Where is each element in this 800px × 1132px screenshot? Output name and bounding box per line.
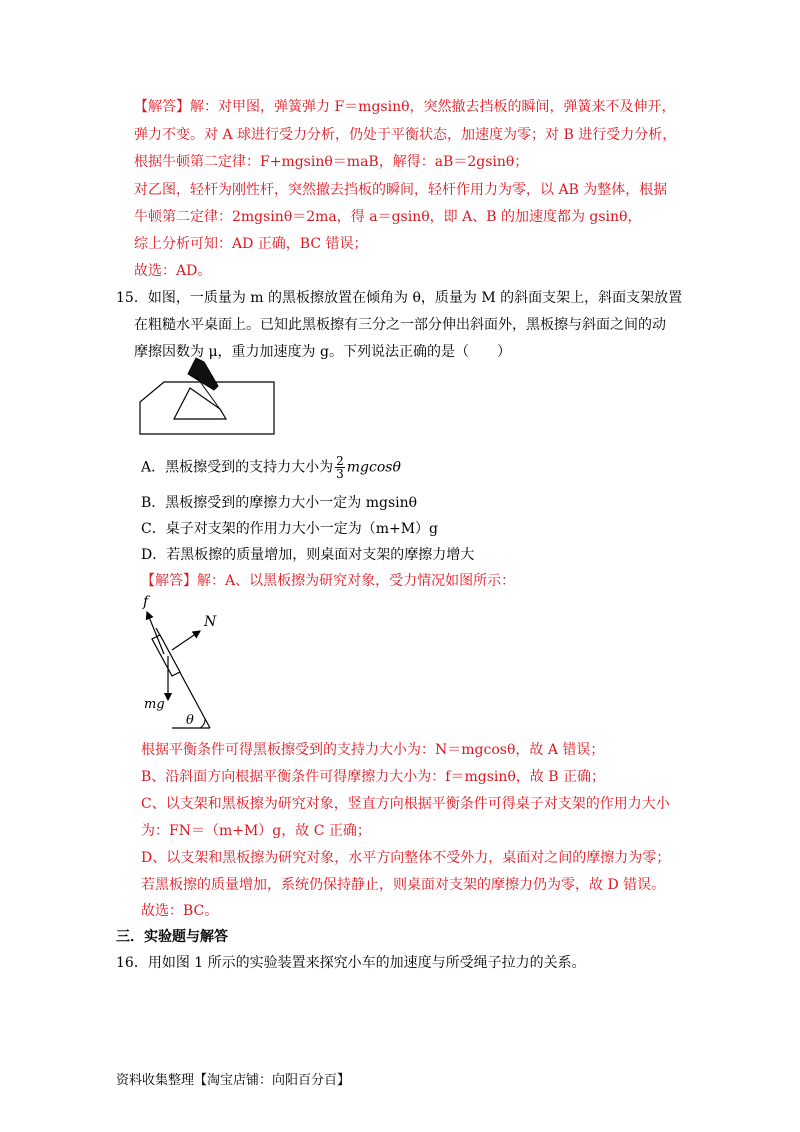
answer14-line2: 弹力不变。对 A 球进行受力分析，仍处于平衡状态，加速度为零；对 B 进行受力分析，: [134, 127, 677, 143]
option-b: B．黑板擦受到的摩擦力大小一定为 mgsinθ: [141, 495, 418, 511]
answer14-line1: 【解答】解：对甲图，弹簧弹力 F＝mgsinθ，突然撤去挡板的瞬间，弹簧来不及伸开，: [134, 99, 676, 115]
force-diagram: [138, 588, 238, 734]
option-a: [141, 455, 401, 480]
label-n: N: [204, 614, 217, 630]
answer15-line7: 若黑板擦的质量增加，系统仍保持静止，则桌面对支架的摩擦力仍为零，故 D 错误。: [141, 877, 666, 893]
answer14-line7: 故选：AD。: [134, 263, 212, 279]
question15-line1: 15．如图，一质量为 m 的黑板擦放置在倾角为 θ，质量为 M 的斜面支架上，斜面支架放置: [116, 290, 683, 306]
answer14-line3: 根据牛顿第二定律：F+mgsinθ＝maB，解得：aB＝2gsinθ；: [134, 154, 529, 170]
option-d: D．若黑板擦的质量增加，则桌面对支架的摩擦力增大: [141, 547, 475, 563]
answer15-line2: 根据平衡条件可得黑板擦受到的支持力大小为：N＝mgcosθ，故 A 错误；: [141, 742, 605, 758]
question15-line3: 摩擦因数为 μ，重力加速度为 g。下列说法正确的是（ ）: [134, 344, 511, 360]
fraction-numerator: 2: [336, 454, 344, 468]
answer14-line5: 牛顿第二定律：2mgsinθ＝2ma，得 a＝gsinθ，即 A、B 的加速度都为 gsinθ，: [134, 209, 642, 225]
label-f: f: [143, 594, 149, 610]
option-c: C．桌子对支架的作用力大小一定为（m+M）g: [141, 521, 439, 537]
fraction-denominator: 3: [336, 467, 344, 481]
question16: 16．用如图 1 所示的实验装置来探究小车的加速度与所受绳子拉力的关系。: [116, 955, 586, 971]
footer-text: 资料收集整理【淘宝店铺：向阳百分百】: [116, 1073, 351, 1088]
question15-line2: 在粗糙水平桌面上。已知此黑板擦有三分之一部分伸出斜面外，黑板擦与斜面之间的动: [134, 317, 666, 333]
label-theta: θ: [186, 713, 194, 728]
answer15-line1: 【解答】解：A、以黑板擦为研究对象，受力情况如图所示：: [141, 573, 516, 589]
answer15-line5: 为：FN＝（m+M）g，故 C 正确；: [141, 823, 371, 839]
answer15-line4: C、以支架和黑板擦为研究对象，竖直方向根据平衡条件可得桌子对支架的作用力大小: [141, 796, 670, 812]
option-a-text: A．黑板擦受到的支持力大小为: [141, 459, 334, 476]
answer15-line3: B、沿斜面方向根据平衡条件可得摩擦力大小为：f＝mgsinθ，故 B 正确；: [141, 769, 606, 785]
answer14-line4: 对乙图，轻杆为刚性杆，突然撤去挡板的瞬间，轻杆作用力为零，以 AB 为整体，根据: [134, 182, 668, 198]
stand-figure: [134, 352, 284, 442]
answer14-line6: 综上分析可知：AD 正确，BC 错误；: [134, 236, 368, 252]
answer15-line8: 故选：BC。: [141, 903, 219, 919]
section-heading: 三．实验题与解答: [116, 929, 228, 945]
answer15-line6: D、以支架和黑板擦为研究对象，水平方向整体不受外力，桌面对之间的摩擦力为零；: [141, 850, 671, 866]
fraction-two-thirds: [335, 455, 345, 480]
label-mg: mg: [144, 697, 165, 712]
option-a-expression: mgcosθ: [346, 459, 401, 476]
